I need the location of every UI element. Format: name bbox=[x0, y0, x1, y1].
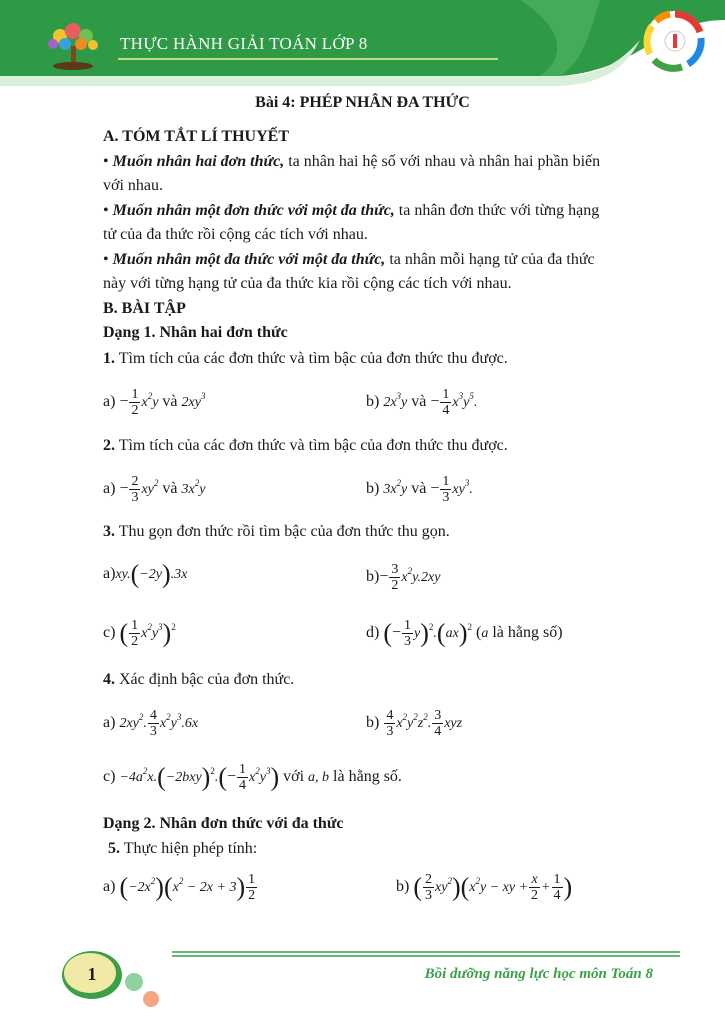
label-a: a) bbox=[103, 480, 116, 498]
question-3 bbox=[103, 520, 450, 544]
rule-1-text-cont: với nhau. bbox=[103, 177, 164, 194]
question-1 bbox=[103, 347, 508, 371]
word-va: và bbox=[162, 480, 178, 498]
community-logo-icon bbox=[640, 8, 710, 74]
q2-part-b: b) $3x^2y$ và − $\frac{1}{3}$ $xy^3$. bbox=[366, 474, 473, 505]
rule-1-bold: Muốn nhân hai đơn thức, bbox=[112, 153, 285, 170]
q5-text: Thực hiện phép tính: bbox=[120, 840, 258, 857]
q3-part-c: c) ( $\frac{1}{2}$ $x^2y^3)^2$ bbox=[103, 618, 176, 649]
fraction: $\frac{x}{2}$ bbox=[531, 872, 539, 903]
fraction: $\frac{1}{2}$ bbox=[248, 872, 256, 903]
header-title: THỰC HÀNH GIẢI TOÁN LỚP 8 bbox=[120, 34, 368, 53]
dang-2-heading: Dạng 2. Nhân đơn thức với đa thức bbox=[103, 815, 344, 832]
rule-1-text: ta nhân hai hệ số với nhau và nhân hai phần biến bbox=[284, 153, 601, 170]
word-va: và bbox=[411, 480, 427, 498]
label-c: c) bbox=[103, 768, 116, 786]
q4-text: Xác định bậc của đơn thức. bbox=[115, 671, 295, 688]
q3-text: Thu gọn đơn thức rồi tìm bậc của đơn thức thu gọn. bbox=[115, 523, 450, 540]
q4-part-b: b) $\frac{4}{3}$ $x^2y^2z^2$. $\frac{3}{4}$ xyz bbox=[366, 708, 463, 739]
word-va: và bbox=[411, 393, 427, 411]
fraction: $\frac{1}{4}$ bbox=[239, 762, 247, 793]
lesson-title: Bài 4: PHÉP NHÂN ĐA THỨC bbox=[255, 94, 470, 111]
footer-text: Bồi dưỡng năng lực học môn Toán 8 bbox=[424, 966, 653, 982]
fraction: $\frac{2}{3}$ bbox=[131, 474, 139, 505]
fraction: $\frac{1}{4}$ bbox=[553, 872, 561, 903]
q5-part-a: a) $(-2x^2)(x^2 - 2x + 3)$ $\frac{1}{2}$ bbox=[103, 872, 256, 903]
label-b: b) bbox=[396, 878, 410, 896]
question-5 bbox=[108, 837, 257, 861]
label-d: d) bbox=[366, 624, 380, 642]
rule-3-text-cont: này với từng hạng tử của đa thức kia rồi cộng các tích với nhau. bbox=[103, 275, 512, 292]
rule-2-text-cont: tử của đa thức rồi cộng các tích với nhau. bbox=[103, 226, 368, 243]
word-la-hang-so: là hằng số. bbox=[333, 768, 402, 786]
q1-part-b: b) $2x^3y$ và − $\frac{1}{4}$ $x^3y^5$. bbox=[366, 387, 478, 418]
fraction: $\frac{1}{2}$ bbox=[131, 618, 139, 649]
q1-text: Tìm tích của các đơn thức và tìm bậc của đơn thức thu được. bbox=[115, 350, 508, 367]
theory-rule-3 bbox=[103, 248, 595, 272]
q4-number: 4. bbox=[103, 671, 115, 688]
word-la-hang-so: là hằng số) bbox=[492, 624, 563, 642]
q3-part-a: a)xy.(−2y).3x bbox=[103, 559, 188, 589]
label-a: a) bbox=[103, 878, 116, 896]
word-voi: với bbox=[283, 768, 305, 786]
label-b: b) bbox=[366, 480, 380, 498]
label-a: a) bbox=[103, 714, 116, 732]
question-4 bbox=[103, 668, 294, 692]
q5-number: 5. bbox=[108, 840, 120, 857]
label-a: a) bbox=[103, 565, 116, 582]
q1-number: 1. bbox=[103, 350, 115, 367]
fraction: $\frac{1}{4}$ bbox=[442, 387, 450, 418]
q4-part-a: a) $2xy^2$. $\frac{4}{3}$ $x^2y^3.6x$ bbox=[103, 708, 199, 739]
fraction: $\frac{2}{3}$ bbox=[425, 872, 432, 903]
q4-part-c: $c) -4a^2x.(-2bxy)^2.(-$ $\frac{1}{4}$ $x^2y^3$) với a, b là hằng số. bbox=[103, 762, 402, 793]
q3-number: 3. bbox=[103, 523, 115, 540]
tree-logo-icon bbox=[44, 22, 104, 72]
label-b: b) bbox=[366, 568, 380, 586]
q1-part-a: a) − $\frac{1}{2}$ $x^2y$ và $2xy^3$ bbox=[103, 387, 206, 418]
q5-part-b: b) ( $\frac{2}{3}$ $xy^2)(x^2y$ − xy + $\frac{x}{2}$ + $\frac{1}{4}$ ) bbox=[396, 872, 573, 903]
theory-heading: A. TÓM TẮT LÍ THUYẾT bbox=[103, 128, 289, 145]
fraction: $\frac{1}{3}$ bbox=[404, 618, 412, 649]
theory-rule-1 bbox=[103, 150, 600, 174]
bullet: • bbox=[103, 153, 109, 170]
question-2 bbox=[103, 434, 508, 458]
theory-rule-2 bbox=[103, 199, 599, 223]
label-b: b) bbox=[366, 393, 380, 411]
label-b: b) bbox=[366, 714, 380, 732]
fraction: $\frac{4}{3}$ bbox=[386, 708, 394, 739]
q3-part-d: d) (− $\frac{1}{3}$ y)$^2$.(ax)$^2$ (a là hằng số) bbox=[366, 618, 563, 649]
dang-1-heading: Dạng 1. Nhân hai đơn thức bbox=[103, 324, 288, 341]
q3-part-b: b)− $\frac{3}{2}$ $x^2y.2xy$ bbox=[366, 562, 441, 593]
word-va: và bbox=[162, 393, 178, 411]
fraction: $\frac{3}{4}$ bbox=[434, 708, 442, 739]
q2-number: 2. bbox=[103, 437, 115, 454]
fraction: $\frac{4}{3}$ bbox=[149, 708, 157, 739]
exercises-heading: B. BÀI TẬP bbox=[103, 300, 186, 317]
rule-2-text: ta nhân đơn thức với từng hạng bbox=[394, 202, 600, 219]
fraction: $\frac{3}{2}$ bbox=[391, 562, 399, 593]
bullet: • bbox=[103, 251, 109, 268]
page-number: 1 bbox=[87, 964, 97, 984]
q2-text: Tìm tích của các đơn thức và tìm bậc của đơn thức thu được. bbox=[115, 437, 508, 454]
q2-part-a: a) − $\frac{2}{3}$ $xy^2$ và $3x^2y$ bbox=[103, 474, 206, 505]
label-a: a) bbox=[103, 393, 116, 411]
rule-3-bold: Muốn nhân một đa thức với một đa thức, bbox=[112, 251, 386, 268]
rule-3-text: ta nhân mỗi hạng tử của đa thức bbox=[385, 251, 595, 268]
fraction: $\frac{1}{2}$ bbox=[131, 387, 139, 418]
fraction: $\frac{1}{3}$ bbox=[442, 474, 450, 505]
bullet: • bbox=[103, 202, 109, 219]
rule-2-bold: Muốn nhân một đơn thức với một đa thức, bbox=[112, 202, 395, 219]
label-c: c) bbox=[103, 624, 116, 642]
